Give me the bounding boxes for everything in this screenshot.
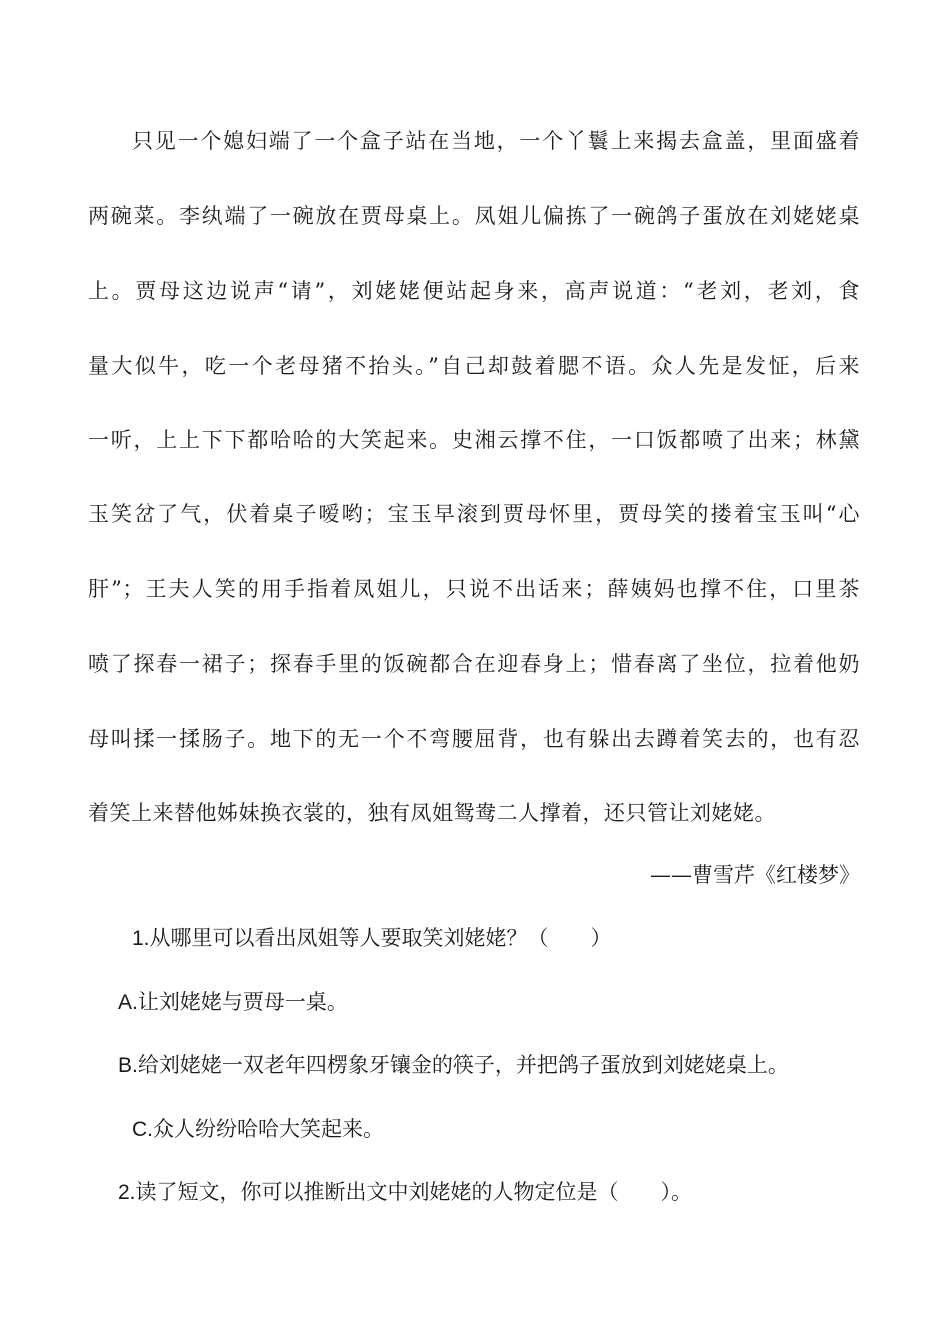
passage-line-4: 量大似牛，吃一个老母猪不抬头。”自己却鼓着腮不语。众人先是发怔，后来 [88, 354, 860, 378]
option-b-letter: B. [118, 1054, 138, 1077]
passage-line-2: 两碗菜。李纨端了一碗放在贾母桌上。凤姐儿偏拣了一碗鸽子蛋放在刘姥姥桌 [88, 204, 860, 228]
passage-line-8: 喷了探春一裙子；探春手里的饭碗都合在迎春身上；惜春离了坐位，拉着他奶 [88, 652, 860, 676]
passage-line-10: 着笑上来替他姊妹换衣裳的，独有凤姐鸳鸯二人撑着，还只管让刘姥姥。 [88, 801, 776, 825]
passage-line-1: 只见一个媳妇端了一个盒子站在当地，一个丫鬟上来揭去盒盖，里面盛着 [132, 129, 860, 153]
passage-line-6: 玉笑岔了气，伏着桌子嗳哟；宝玉早滚到贾母怀里，贾母笑的搂着宝玉叫“心 [88, 502, 860, 526]
passage-line-7: 肝”；王夫人笑的用手指着凤姐儿，只说不出话来；薛姨妈也撑不住，口里茶 [88, 577, 860, 601]
option-a-letter: A. [118, 991, 138, 1014]
question-2 [118, 1177, 692, 1208]
question-2-text: 读了短文，你可以推断出文中刘姥姥的人物定位是（ ）。 [135, 1180, 693, 1204]
passage-attribution: ——曹雪芹《红楼梦》 [650, 863, 860, 887]
question-2-number: 2. [118, 1181, 136, 1204]
question-1-option-a [118, 987, 348, 1018]
option-c-text: 众人纷纷哈哈大笑起来。 [153, 1117, 384, 1141]
option-c-letter: C. [132, 1118, 153, 1141]
question-1-text: 从哪里可以看出凤姐等人要取笑刘姥姥？（ ） [149, 926, 612, 950]
option-a-text: 让刘姥姥与贾母一桌。 [137, 990, 348, 1014]
passage-line-5: 一听，上上下下都哈哈的大笑起来。史湘云撑不住，一口饭都喷了出来；林黛 [88, 428, 860, 452]
passage-line-3: 上。贾母这边说声“请”，刘姥姥便站起身来，高声说道：“老刘，老刘，食 [88, 279, 860, 303]
option-b-text: 给刘姥姥一双老年四楞象牙镶金的筷子，并把鸽子蛋放到刘姥姥桌上。 [137, 1053, 789, 1077]
question-1-option-b [118, 1050, 789, 1081]
passage-line-9: 母叫揉一揉肠子。地下的无一个不弯腰屈背，也有躲出去蹲着笑去的，也有忍 [88, 727, 860, 751]
question-1-option-c [132, 1114, 384, 1145]
question-1-number: 1. [132, 927, 150, 950]
question-1 [132, 923, 612, 954]
